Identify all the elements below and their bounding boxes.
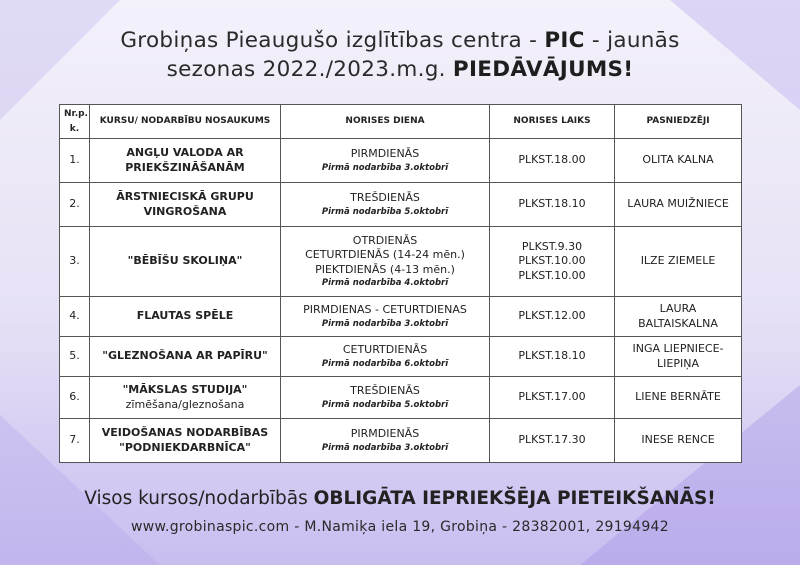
course-name-line: "PODNIEKDARBNĪCA" xyxy=(119,440,251,454)
course-name-line: "GLEZNOŠANA AR PAPĪRU" xyxy=(102,349,268,363)
header-course: KURSU/ NODARBĪBU NOSAUKUMS xyxy=(90,105,281,139)
cell-nr: 3. xyxy=(60,227,90,297)
notice-prefix: Visos kursos/nodarbībās xyxy=(84,488,314,509)
cell-course xyxy=(90,419,281,463)
first-lesson-note: Pirmā nodarbība 3.oktobrī xyxy=(321,162,449,173)
first-lesson-note: Pirmā nodarbība 6.oktobrī xyxy=(321,358,449,369)
cell-day xyxy=(281,297,490,337)
cell-time xyxy=(490,227,615,297)
time-line: PLKST.18.00 xyxy=(518,153,586,167)
time-line: PLKST.12.00 xyxy=(518,309,586,323)
day-line: PIRMDIENAS - CETURTDIENAS xyxy=(303,303,467,317)
day-line: PIRMDIENĀS xyxy=(350,427,420,441)
cell-teacher xyxy=(615,227,742,297)
course-name-line: "MĀKSLAS STUDIJA" xyxy=(122,383,248,396)
day-line: CETURTDIENĀS xyxy=(342,343,428,357)
header-teacher: PASNIEDZĒJI xyxy=(615,105,742,139)
teacher-line: LIEPIŅA xyxy=(657,356,699,370)
table-row xyxy=(60,419,742,463)
table-row xyxy=(60,377,742,419)
time-line: PLKST.10.00 xyxy=(518,254,586,268)
cell-nr: 4. xyxy=(60,297,90,337)
cell-teacher xyxy=(615,297,742,337)
teacher-line: LIENE BERNĀTE xyxy=(635,390,721,404)
cell-time xyxy=(490,183,615,227)
teacher-line: LAURA MUIŽNIECE xyxy=(627,197,729,211)
cell-time xyxy=(490,297,615,337)
cell-nr: 7. xyxy=(60,419,90,463)
day-line: TREŠDIENĀS xyxy=(350,384,420,398)
time-line: PLKST.9.30 xyxy=(521,239,583,253)
table-row xyxy=(60,337,742,377)
time-line: PLKST.17.00 xyxy=(518,390,586,404)
cell-nr: 2. xyxy=(60,183,90,227)
cell-day xyxy=(281,337,490,377)
cell-course xyxy=(90,139,281,183)
course-name-line: VINGROŠANA xyxy=(143,204,227,218)
day-line: PIRMDIENĀS xyxy=(350,147,420,161)
table-row xyxy=(60,183,742,227)
cell-time xyxy=(490,419,615,463)
time-line: PLKST.18.10 xyxy=(518,349,586,363)
title-line1-prefix: Grobiņas Pieaugušo izglītības centra - xyxy=(120,28,545,53)
cell-course xyxy=(90,337,281,377)
cell-day xyxy=(281,227,490,297)
table-row xyxy=(60,227,742,297)
title-line2-prefix: sezonas 2022./2023.m.g. xyxy=(166,57,453,82)
cell-course xyxy=(90,297,281,337)
title-line-2 xyxy=(0,55,800,84)
first-lesson-note: Pirmā nodarbība 5.oktobrī xyxy=(321,206,449,217)
table-header-row xyxy=(60,105,742,139)
cell-day xyxy=(281,377,490,419)
course-schedule-table xyxy=(59,104,742,463)
cell-nr: 6. xyxy=(60,377,90,419)
course-name-line: ĀRSTNIECISKĀ GRUPU xyxy=(116,190,254,203)
first-lesson-note: Pirmā nodarbība 5.oktobrī xyxy=(321,399,449,410)
cell-day xyxy=(281,183,490,227)
time-line: PLKST.10.00 xyxy=(518,268,586,282)
teacher-line: LAURA xyxy=(659,302,697,315)
page-title xyxy=(0,26,800,84)
first-lesson-note: Pirmā nodarbība 3.oktobrī xyxy=(321,442,449,453)
teacher-line: BALTAISKALNA xyxy=(638,316,718,330)
cell-nr: 1. xyxy=(60,139,90,183)
cell-course xyxy=(90,183,281,227)
header-day: NORISES DIENA xyxy=(281,105,490,139)
teacher-line: OLITA KALNA xyxy=(642,153,714,167)
table-row xyxy=(60,297,742,337)
cell-time xyxy=(490,337,615,377)
first-lesson-note: Pirmā nodarbība 3.oktobrī xyxy=(321,318,449,329)
cell-teacher xyxy=(615,377,742,419)
title-line-1 xyxy=(0,26,800,55)
cell-teacher xyxy=(615,183,742,227)
day-line: CETURTDIENĀS (14-24 mēn.) xyxy=(305,248,465,262)
title-line2-bold: PIEDĀVĀJUMS! xyxy=(452,57,634,82)
cell-course xyxy=(90,227,281,297)
cell-course xyxy=(90,377,281,419)
notice-bold: OBLIGĀTA IEPRIEKŠĒJA PIETEIKŠANĀS! xyxy=(313,488,716,509)
day-line: TREŠDIENĀS xyxy=(350,191,420,205)
cell-teacher xyxy=(615,337,742,377)
course-name-line: "BĒBĪŠU SKOLIŅA" xyxy=(127,254,243,268)
cell-day xyxy=(281,139,490,183)
day-line: PIEKTDIENĀS (4-13 mēn.) xyxy=(315,262,455,276)
registration-notice xyxy=(0,488,800,509)
header-time: NORISES LAIKS xyxy=(490,105,615,139)
header-nr: Nr.p. k. xyxy=(60,105,90,139)
table-body xyxy=(60,139,742,463)
time-line: PLKST.18.10 xyxy=(518,197,586,211)
course-name-line: VEIDOŠANAS NODARBĪBAS xyxy=(101,426,269,439)
course-name-line: ANGĻU VALODA AR xyxy=(126,146,244,159)
cell-time xyxy=(490,377,615,419)
time-line: PLKST.17.30 xyxy=(518,433,586,447)
cell-nr: 5. xyxy=(60,337,90,377)
course-name-line: PRIEKŠZINĀŠANĀM xyxy=(125,160,245,174)
cell-day xyxy=(281,419,490,463)
teacher-line: INGA LIEPNIECE- xyxy=(632,342,724,355)
contact-line: www.grobinaspic.com - M.Namiķa iela 19, Grobiņa - 28382001, 29194942 xyxy=(131,519,669,535)
teacher-line: ILZE ZIEMELE xyxy=(640,254,716,268)
cell-teacher xyxy=(615,139,742,183)
teacher-line: INESE RENCE xyxy=(641,433,715,447)
cell-time xyxy=(490,139,615,183)
title-line1-bold: PIC xyxy=(544,28,585,53)
cell-teacher xyxy=(615,419,742,463)
title-line1-suffix: - jaunās xyxy=(584,28,680,53)
table-row xyxy=(60,139,742,183)
day-line: OTRDIENĀS xyxy=(352,233,418,247)
course-subtitle: zīmēšana/gleznošana xyxy=(125,397,245,411)
first-lesson-note: Pirmā nodarbība 4.oktobrī xyxy=(321,278,449,289)
course-name-line: FLAUTAS SPĒLE xyxy=(136,309,234,323)
